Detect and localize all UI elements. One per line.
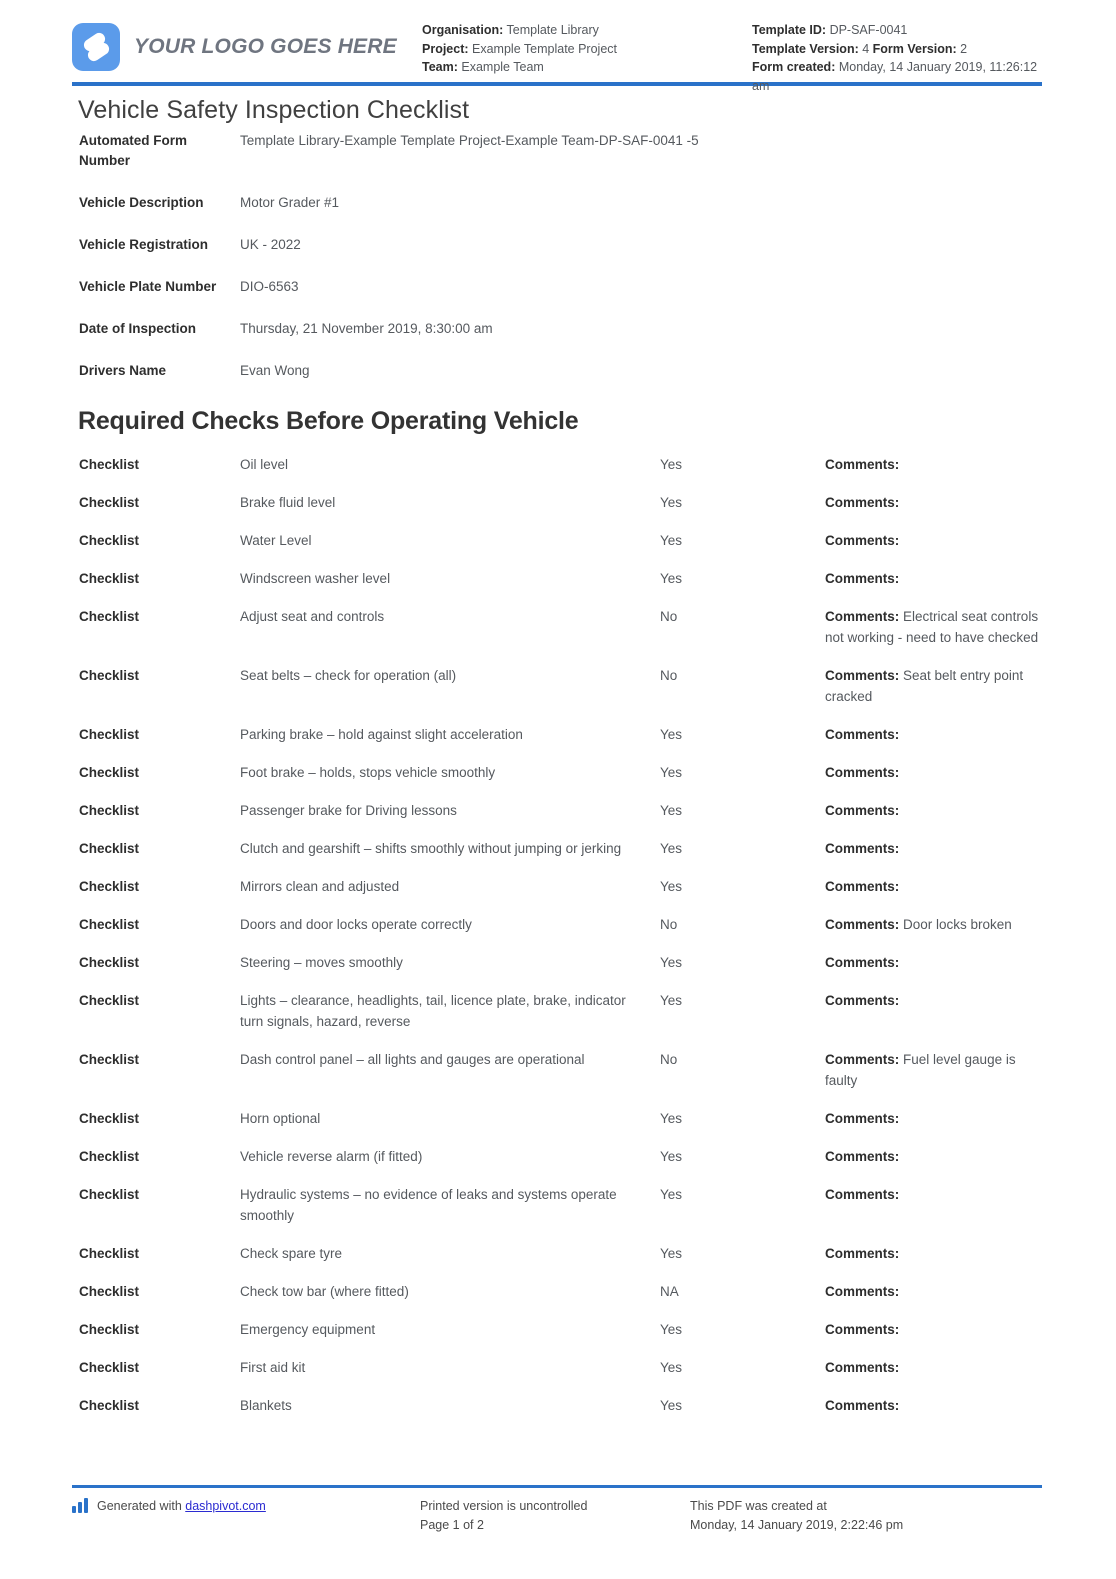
checklist-row-answer: No — [660, 1052, 678, 1067]
checklist-row — [72, 492, 1042, 513]
checklist-row-comment — [825, 606, 1042, 648]
field-value: UK - 2022 — [240, 237, 301, 252]
checklist-row-kind: Checklist — [79, 495, 140, 510]
field-label: Drivers Name — [79, 363, 167, 378]
checklist-row-kind: Checklist — [79, 457, 140, 472]
meta-template-id — [752, 21, 1042, 40]
checklist-row-kind: Checklist — [79, 993, 140, 1008]
checklist-row-kind: Checklist — [79, 1052, 140, 1067]
footer-printed-line1: Printed version is uncontrolled — [420, 1499, 588, 1513]
meta-organisation-value: Template Library — [503, 23, 599, 37]
checklist-row-kind: Checklist — [79, 1360, 140, 1375]
meta-template-id-label: Template ID: — [752, 23, 827, 37]
checklist-row-comment — [825, 952, 1042, 973]
checklist-row-comment — [825, 568, 1042, 589]
footer-printed-notice — [420, 1497, 690, 1535]
checklist-comment-label: Comments: — [825, 1111, 900, 1126]
meta-template-id-value: DP-SAF-0041 — [826, 23, 908, 37]
field-label: Vehicle Description — [79, 195, 204, 210]
footer-generated-prefix: Generated with — [97, 1499, 186, 1513]
checklist-comment-label: Comments: — [825, 533, 900, 548]
checklist-row-item: Parking brake – hold against slight acceleration — [240, 727, 523, 742]
document-sheet — [72, 0, 1042, 1433]
document-header — [72, 0, 1042, 93]
checklist-row-kind: Checklist — [79, 841, 140, 856]
checklist-row-answer: Yes — [660, 1398, 683, 1413]
footer-generated — [72, 1497, 420, 1516]
header-meta-right — [752, 18, 1042, 95]
checklist-row-kind: Checklist — [79, 955, 140, 970]
checklist-row-kind: Checklist — [79, 1398, 140, 1413]
footer-created-line1: This PDF was created at — [690, 1499, 827, 1513]
checklist-row-kind: Checklist — [79, 765, 140, 780]
meta-form-version-label: Form Version: — [872, 41, 957, 56]
field-value: Thursday, 21 November 2019, 8:30:00 am — [240, 321, 493, 336]
checklist-row-item: Blankets — [240, 1398, 292, 1413]
checklist-comment-label: Comments: — [825, 495, 900, 510]
checklist-row-item: Doors and door locks operate correctly — [240, 917, 472, 932]
checklist-row-comment — [825, 1395, 1042, 1416]
checklist-comment-label: Comments: — [825, 609, 900, 624]
checklist-row — [72, 1243, 1042, 1264]
meta-template-version-value: 4 — [858, 41, 873, 56]
checklist-comment-text: Door locks broken — [899, 917, 1012, 932]
checklist-row-answer: Yes — [660, 1246, 683, 1261]
checklist-row — [72, 914, 1042, 935]
checklist-row-kind: Checklist — [79, 668, 140, 683]
checklist-row-item: Lights – clearance, headlights, tail, licence plate, brake, indicator turn signals, hazard, reverse — [240, 993, 626, 1029]
footer-created-notice — [690, 1497, 1042, 1535]
checklist-row-comment — [825, 492, 1042, 513]
checklist-row-comment — [825, 530, 1042, 551]
checklist-row-kind: Checklist — [79, 609, 140, 624]
checklist-comment-label: Comments: — [825, 803, 900, 818]
checklist-row-item: First aid kit — [240, 1360, 306, 1375]
checklist-row — [72, 1049, 1042, 1091]
checklist-row-kind: Checklist — [79, 1149, 140, 1164]
checklist-row-kind: Checklist — [79, 1246, 140, 1261]
checklist-row-item: Passenger brake for Driving lessons — [240, 803, 457, 818]
checklist-row-answer: Yes — [660, 955, 683, 970]
checklist-row-answer: No — [660, 668, 678, 683]
field-row — [72, 131, 1042, 171]
checklist-row-item: Oil level — [240, 457, 289, 472]
logo-block — [72, 18, 422, 71]
checklist-row-kind: Checklist — [79, 1187, 140, 1202]
checklist-row-answer: Yes — [660, 803, 683, 818]
checklist-row-item: Hydraulic systems – no evidence of leaks and systems operate smoothly — [240, 1187, 617, 1223]
checklist-comment-label: Comments: — [825, 955, 900, 970]
checklist-row-answer: Yes — [660, 1187, 683, 1202]
checklist-row-answer: NA — [660, 1284, 679, 1299]
field-row — [72, 319, 1042, 339]
checklist-table — [72, 454, 1042, 1416]
checklist-comment-label: Comments: — [825, 571, 900, 586]
logo-text: YOUR LOGO GOES HERE — [134, 35, 397, 58]
checklist-row-answer: Yes — [660, 1322, 683, 1337]
meta-project-value: Example Template Project — [468, 41, 617, 56]
checklist-row-answer: Yes — [660, 495, 683, 510]
checklist-row-kind: Checklist — [79, 1111, 140, 1126]
checklist-comment-text: Seat belt entry point cracked — [825, 668, 1024, 704]
header-meta-left — [422, 18, 752, 77]
checklist-row-item: Emergency equipment — [240, 1322, 376, 1337]
checklist-row-kind: Checklist — [79, 1322, 140, 1337]
section-heading: Required Checks Before Operating Vehicle — [78, 407, 579, 435]
checklist-row-comment — [825, 800, 1042, 821]
field-label: Date of Inspection — [79, 321, 197, 336]
checklist-comment-label: Comments: — [825, 841, 900, 856]
checklist-row — [72, 454, 1042, 475]
checklist-row — [72, 800, 1042, 821]
meta-team-label: Team: — [422, 60, 458, 74]
checklist-row — [72, 838, 1042, 859]
checklist-comment-label: Comments: — [825, 1246, 900, 1261]
checklist-row — [72, 876, 1042, 897]
field-row — [72, 361, 1042, 381]
checklist-comment-label: Comments: — [825, 765, 900, 780]
field-label: Automated Form Number — [79, 133, 187, 168]
meta-project — [422, 40, 752, 59]
checklist-row — [72, 724, 1042, 745]
checklist-row-comment — [825, 454, 1042, 475]
checklist-comment-label: Comments: — [825, 1360, 900, 1375]
checklist-row — [72, 568, 1042, 589]
checklist-row-answer: Yes — [660, 727, 683, 742]
checklist-row — [72, 1357, 1042, 1378]
checklist-row-comment — [825, 724, 1042, 745]
checklist-comment-text: Fuel level gauge is faulty — [825, 1052, 1016, 1088]
checklist-comment-label: Comments: — [825, 727, 900, 742]
field-value: Evan Wong — [240, 363, 310, 378]
checklist-row-comment — [825, 762, 1042, 783]
checklist-comment-label: Comments: — [825, 1149, 900, 1164]
field-value: DIO-6563 — [240, 279, 299, 294]
checklist-row-comment — [825, 1049, 1042, 1091]
dashpivot-logo-icon — [72, 23, 120, 71]
checklist-row-answer: Yes — [660, 765, 683, 780]
checklist-comment-label: Comments: — [825, 879, 900, 894]
field-label: Vehicle Registration — [79, 237, 209, 252]
checklist-comment-label: Comments: — [825, 1284, 900, 1299]
checklist-row-item: Vehicle reverse alarm (if fitted) — [240, 1149, 423, 1164]
checklist-row-comment — [825, 838, 1042, 859]
checklist-row — [72, 1395, 1042, 1416]
checklist-row-kind: Checklist — [79, 879, 140, 894]
checklist-row-item: Foot brake – holds, stops vehicle smoothly — [240, 765, 496, 780]
checklist-row — [72, 1319, 1042, 1340]
form-fields — [72, 131, 1042, 381]
checklist-row-comment — [825, 1319, 1042, 1340]
field-value: Motor Grader #1 — [240, 195, 340, 210]
checklist-row-answer: Yes — [660, 533, 683, 548]
checklist-row-comment — [825, 1243, 1042, 1264]
checklist-comment-label: Comments: — [825, 1187, 900, 1202]
checklist-row — [72, 1146, 1042, 1167]
meta-form-version-value: 2 — [956, 41, 968, 56]
checklist-row-item: Adjust seat and controls — [240, 609, 385, 624]
field-row — [72, 235, 1042, 255]
meta-team — [422, 58, 752, 77]
checklist-row-comment — [825, 914, 1042, 935]
checklist-row-kind: Checklist — [79, 727, 140, 742]
checklist-comment-label: Comments: — [825, 917, 900, 932]
page-title: Vehicle Safety Inspection Checklist — [78, 96, 470, 124]
checklist-row-kind: Checklist — [79, 571, 140, 586]
checklist-row-answer: Yes — [660, 993, 683, 1008]
checklist-row-kind: Checklist — [79, 1284, 140, 1299]
checklist-row-item: Dash control panel – all lights and gauges are operational — [240, 1052, 585, 1067]
checklist-row-item: Water Level — [240, 533, 312, 548]
field-row — [72, 193, 1042, 213]
checklist-row-comment — [825, 876, 1042, 897]
checklist-row-comment — [825, 1184, 1042, 1205]
checklist-row-item: Mirrors clean and adjusted — [240, 879, 400, 894]
meta-form-created-label: Form created: — [752, 60, 836, 74]
checklist-row-answer: Yes — [660, 841, 683, 856]
bar-chart-icon — [72, 1498, 90, 1513]
dashpivot-link[interactable]: dashpivot.com — [185, 1499, 266, 1513]
checklist-row-item: Clutch and gearshift – shifts smoothly without jumping or jerking — [240, 841, 622, 856]
meta-form-created-value: Monday, 14 January 2019, 11:26:12 am — [752, 60, 1038, 93]
checklist-comment-label: Comments: — [825, 457, 900, 472]
checklist-row-answer: No — [660, 917, 678, 932]
document-footer — [72, 1485, 1042, 1535]
field-label: Vehicle Plate Number — [79, 279, 217, 294]
checklist-comment-text: Electrical seat controls not working - need to have checked — [825, 609, 1039, 645]
meta-organisation — [422, 21, 752, 40]
checklist-row — [72, 665, 1042, 707]
field-row — [72, 277, 1042, 297]
checklist-row-item: Seat belts – check for operation (all) — [240, 668, 457, 683]
checklist-row-item: Windscreen washer level — [240, 571, 391, 586]
checklist-row — [72, 530, 1042, 551]
checklist-row-kind: Checklist — [79, 533, 140, 548]
field-value: Template Library-Example Template Project-Example Team-DP-SAF-0041 -5 — [240, 133, 699, 148]
checklist-row-answer: Yes — [660, 879, 683, 894]
checklist-comment-label: Comments: — [825, 993, 900, 1008]
checklist-row — [72, 952, 1042, 973]
checklist-row-answer: Yes — [660, 457, 683, 472]
checklist-row-comment — [825, 665, 1042, 707]
checklist-row-item: Steering – moves smoothly — [240, 955, 403, 970]
checklist-row-answer: No — [660, 609, 678, 624]
checklist-row-answer: Yes — [660, 1111, 683, 1126]
meta-template-version-label: Template Version: — [752, 41, 859, 56]
checklist-row-comment — [825, 1146, 1042, 1167]
checklist-row-comment — [825, 990, 1042, 1011]
checklist-row — [72, 762, 1042, 783]
checklist-row — [72, 990, 1042, 1032]
checklist-row — [72, 606, 1042, 648]
checklist-row-item: Check tow bar (where fitted) — [240, 1284, 409, 1299]
checklist-comment-label: Comments: — [825, 1398, 900, 1413]
checklist-comment-label: Comments: — [825, 1322, 900, 1337]
meta-organisation-label: Organisation: — [422, 23, 504, 37]
checklist-row-item: Horn optional — [240, 1111, 321, 1126]
checklist-row — [72, 1281, 1042, 1302]
meta-project-label: Project: — [422, 41, 469, 56]
checklist-row-item: Brake fluid level — [240, 495, 336, 510]
checklist-row-answer: Yes — [660, 1360, 683, 1375]
checklist-row — [72, 1108, 1042, 1129]
meta-team-value: Example Team — [457, 60, 544, 74]
checklist-comment-label: Comments: — [825, 668, 900, 683]
checklist-row-kind: Checklist — [79, 917, 140, 932]
checklist-row-kind: Checklist — [79, 803, 140, 818]
checklist-row-comment — [825, 1108, 1042, 1129]
meta-form-created — [752, 58, 1042, 95]
checklist-row-answer: Yes — [660, 1149, 683, 1164]
checklist-comment-label: Comments: — [825, 1052, 900, 1067]
meta-versions — [752, 40, 1042, 59]
checklist-row-item: Check spare tyre — [240, 1246, 343, 1261]
checklist-row — [72, 1184, 1042, 1226]
checklist-row-answer: Yes — [660, 571, 683, 586]
footer-created-timestamp: Monday, 14 January 2019, 2:22:46 pm — [690, 1518, 904, 1532]
footer-page-number: Page 1 of 2 — [420, 1518, 484, 1532]
checklist-row-comment — [825, 1281, 1042, 1302]
checklist-row-comment — [825, 1357, 1042, 1378]
